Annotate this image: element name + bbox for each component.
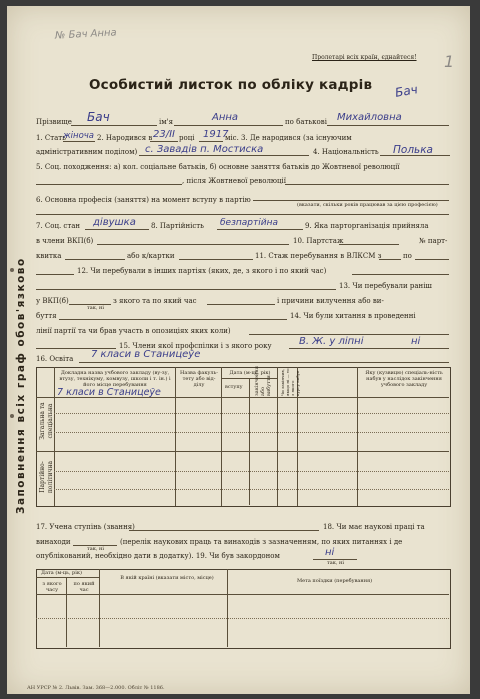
travel-col-purpose: Мета поїздки (перебування) — [297, 578, 373, 584]
label-name: ім'я — [159, 118, 174, 126]
label-q18-cont: винаходи — [36, 538, 71, 546]
margin-vertical-note: Заповнення всіх граф обов'язково — [15, 257, 27, 514]
label-q12: 12. Чи перебували в інших партіях (яких, де, з якого і по який час) — [77, 267, 327, 275]
pencil-corner-mark: 1 — [444, 52, 455, 71]
edu-col-date-start: вступу — [225, 384, 243, 390]
label-patronymic: по батькові — [285, 118, 327, 126]
value-sex: жіноча — [63, 131, 95, 141]
travel-col-from: з якого часу — [42, 581, 62, 593]
label-q2-year: році — [179, 134, 195, 142]
punch-hole — [10, 414, 14, 418]
label-q10-card: або к/картки — [127, 252, 175, 260]
pencil-note-top: № Бач Анна — [54, 27, 117, 42]
edu-row-value: 7 класи в Станицеўе — [57, 387, 161, 398]
slogan: Пролетарі всіх країн, єднайтеся! — [312, 54, 417, 61]
value-education: 7 класи в Станицеўе — [91, 349, 201, 360]
hint-q13-yes-no: так, ні — [87, 305, 104, 311]
label-q16: 16. Освіта — [36, 355, 74, 363]
value-nationality: Полька — [393, 144, 433, 156]
label-q8: 8. Партійність — [151, 222, 204, 230]
hint-q6: (вказати, скільки років працював за цією професією) — [297, 202, 438, 208]
travel-col-to: по який час — [73, 581, 95, 593]
value-family-status: дівушка — [93, 217, 136, 228]
label-q11: 11. Стаж перебування в ВЛКСМ з — [255, 252, 382, 260]
label-q10-cont: квитка — [36, 252, 62, 260]
value-party: безпартійна — [220, 218, 278, 228]
value-birth-place: с. Завадів п. Мостиска — [145, 144, 264, 155]
edu-row-party: Партійно-політична — [39, 460, 54, 494]
label-q15: 15. Члени якої профспілки і з якого року — [119, 342, 272, 350]
value-union: В. Ж. у ліпні — [299, 336, 364, 347]
personnel-record-sheet — [7, 6, 470, 694]
label-q9-cont: в члени ВКП(б) — [36, 237, 94, 245]
edu-col-finished: Чи закінчив, якщо ні — то з якого курсу вибув — [280, 368, 300, 396]
label-q7: 7. Соц. стан — [36, 222, 81, 230]
value-surname: Бач — [87, 110, 110, 124]
label-q13-reason: і причини вилучення або ви- — [277, 297, 384, 305]
page-title: Особистий листок по обліку кадрів — [89, 77, 373, 93]
hint-q19-yes-no: так, ні — [327, 560, 344, 566]
edu-row-general: Загальна та спеціальна — [39, 402, 54, 440]
label-surname: Прізвище — [36, 118, 72, 126]
label-q13-cont: у ВКП(б) — [36, 297, 69, 305]
label-q9: 9. Яка парторганізація прийняла — [305, 222, 429, 230]
label-q18: 18. Чи має наукові праці та — [323, 523, 425, 531]
value-union-tail: ні — [411, 336, 421, 347]
label-q2-month: міс. 3. Де народився (за існуючим — [225, 134, 352, 142]
label-q14: 14. Чи були хитання в проведенні — [290, 312, 416, 320]
label-q10-no: № парт- — [419, 237, 448, 245]
value-name: Анна — [212, 112, 239, 123]
label-q1: 1. Стать — [36, 134, 66, 142]
edu-col-faculty: Назва факуль-тету або від-ділу — [179, 370, 218, 388]
value-birth-year: 1917 — [203, 129, 229, 140]
label-q11-to: по — [403, 252, 412, 260]
print-footer: АН УРСР № 2. Львів. Зам. 368—2.000. Обліт № 1186. — [27, 685, 165, 691]
travel-col-date: Дата (м-ць, рік) — [41, 570, 82, 576]
label-q13-from: з якого та по який час — [113, 297, 197, 305]
edu-col-speciality: Яку (кузвицю) спеціаль-ність набув у наслідок закінчення учбового закладу — [365, 370, 443, 388]
value-abroad: ні — [325, 547, 335, 558]
travel-col-country: В якій країні (вказати місто, місце) — [120, 575, 214, 581]
edu-col-date: Дата (м-ць, рік) — [229, 370, 271, 376]
label-q13: 13. Чи перебували раніш — [339, 282, 432, 290]
signature-mark: Бач — [393, 82, 419, 100]
label-q3-cont: адміністративним поділом) — [36, 148, 138, 156]
hint-q18-yes-no: так, ні — [87, 546, 104, 552]
edu-col-date-end: закінчення або вибуття — [254, 366, 272, 396]
label-q2: 2. Народився в — [97, 134, 153, 142]
punch-hole — [10, 268, 14, 272]
edu-col-institution: Докладна назва учбового закладу (ву-зу, втузу, технікуму, комвузу, школи і т. ін.) і його місце перебування — [59, 370, 171, 388]
label-q18-list: (перелік наукових праць та винаходів з зазначенням, по яких питаннях і де — [120, 538, 403, 546]
value-patronymic: Михайловна — [337, 112, 402, 123]
label-q14-cont: лінії партії та чи брав участь в опозиціях яких коли) — [36, 327, 231, 335]
label-q4: 4. Національність — [313, 148, 379, 156]
label-q17: 17. Учена ступінь (звання) — [36, 523, 135, 531]
label-q6: 6. Основна професія (заняття) на момент вступу в партію — [36, 196, 251, 204]
label-q5: 5. Соц. походження: а) кол. соціальне батьків, б) основне заняття батьків до Жовтневої революції — [36, 163, 400, 171]
label-q18-pub: опублікований, необхідно дати в додатку). 19. Чи був закордоном — [36, 552, 280, 560]
label-q10: 10. Партстаж — [293, 237, 344, 245]
value-birth-day: 23/II — [153, 129, 175, 140]
label-q5-cont: , після Жовтневої революції — [182, 177, 286, 185]
label-q13-cont2: буття — [36, 312, 57, 320]
